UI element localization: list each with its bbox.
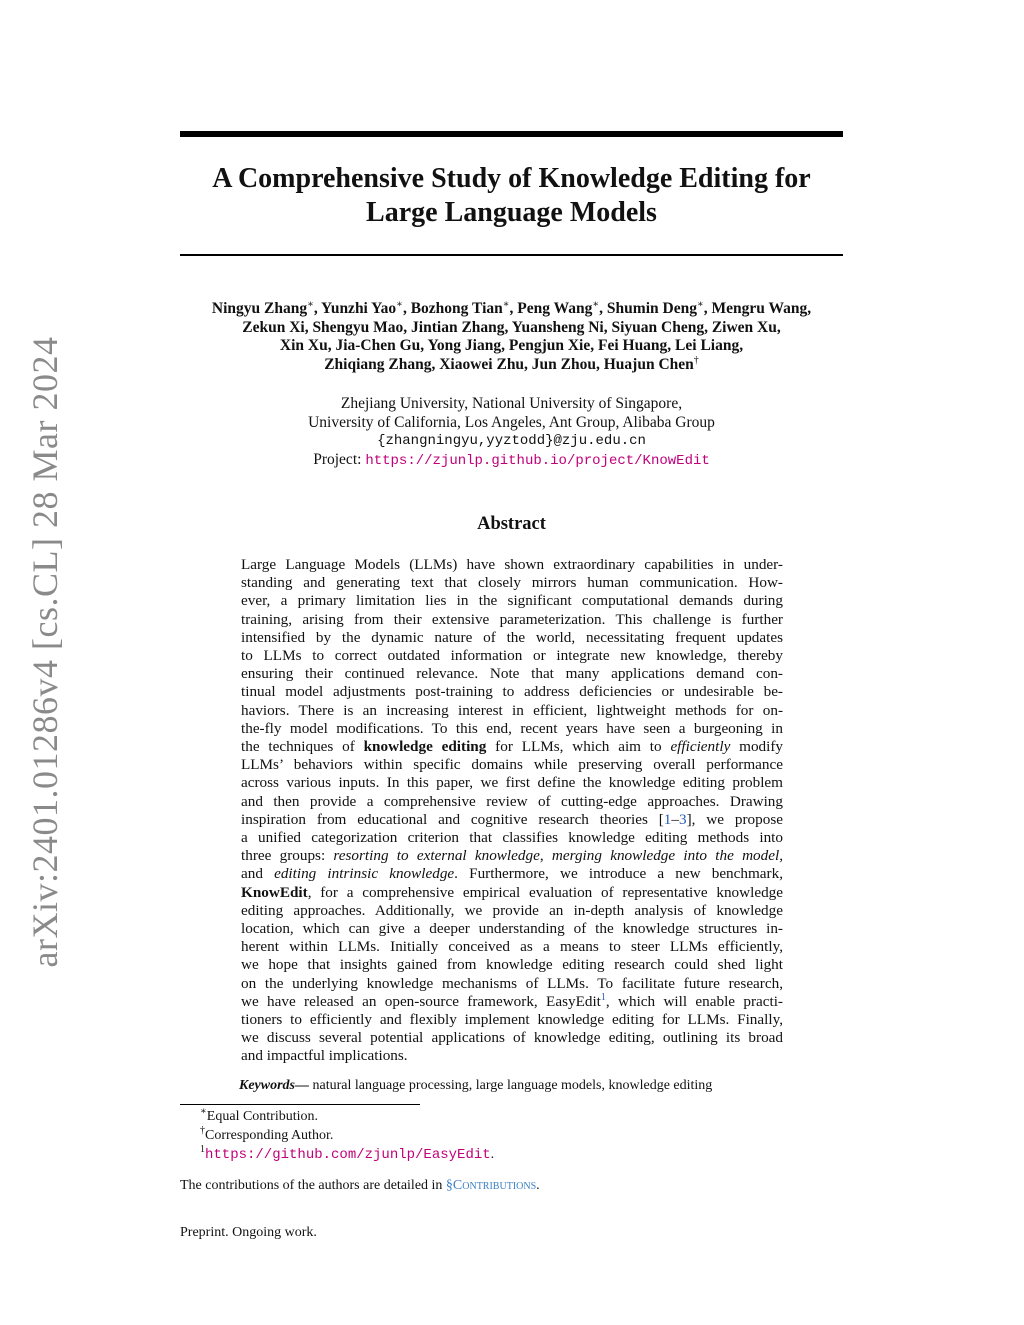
abstract-line: and then provide a comprehensive review of cutting-edge approaches. Drawing: [241, 792, 783, 810]
abstract-text: three groups:: [241, 847, 334, 865]
project-link[interactable]: https://zjunlp.github.io/project/KnowEdit: [365, 452, 710, 469]
abstract-line: [241, 993, 783, 1011]
abstract-text: , for a comprehensive empirical evaluation of representative knowledge: [307, 883, 783, 901]
keywords-text: natural language processing, large language models, knowledge editing: [309, 1078, 713, 1093]
abstract-text: –: [671, 810, 679, 828]
footnote-item: [200, 1145, 494, 1165]
abstract-line: we discuss several potential applications of knowledge editing, outlining its broad: [241, 1029, 783, 1047]
abstract-line: the-fly model modifications. To this end, recent years have seen a burgeoning in: [241, 719, 783, 737]
author-name: , Mengru Wang,: [703, 300, 812, 317]
contributions-text: The contributions of the authors are detailed in: [180, 1178, 446, 1193]
paper-title: [180, 162, 843, 230]
contributions-text: .: [536, 1178, 540, 1193]
abstract-text: for LLMs, which aim to: [486, 738, 671, 756]
project-line: [180, 451, 843, 471]
author-name: , Peng Wang: [509, 300, 593, 317]
abstract-text: ,: [539, 847, 552, 865]
abstract-line: LLMs’ behaviors within specific domains while preserving overall performance: [241, 756, 783, 774]
citation-link[interactable]: 1: [663, 810, 672, 828]
abstract-line: intensified by the dynamic nature of the world, necessitating frequent updates: [241, 628, 783, 646]
footnote-mark: 1: [200, 1144, 205, 1155]
keywords: [239, 1078, 839, 1094]
author-list: [150, 300, 873, 374]
author-line: [150, 356, 873, 375]
abstract-body: [241, 556, 783, 1066]
project-label: Project:: [313, 450, 366, 468]
abstract-text: modify: [730, 738, 784, 756]
bold-term: knowledge editing: [363, 738, 487, 756]
abstract-heading: Abstract: [477, 514, 546, 534]
abstract-line: we hope that insights gained from knowledge editing research could shed light: [241, 956, 783, 974]
abstract-line: on the underlying knowledge mechanisms of LLMs. To facilitate future research,: [241, 974, 783, 992]
preprint-note: Preprint. Ongoing work.: [180, 1225, 317, 1240]
author-name: Zhiqiang Zhang, Xiaowei Zhu, Jun Zhou, Huajun Chen: [324, 355, 694, 373]
abstract-line: [241, 884, 783, 902]
abstract-line: standing and generating text that closely mirrors human communication. How-: [241, 574, 783, 592]
abstract-text: . Furthermore, we introduce a new benchmark,: [454, 865, 783, 883]
abstract-line: [241, 865, 783, 883]
abstract-text: we have released an open-source framework, EasyEdit: [241, 992, 601, 1010]
citation-link[interactable]: 3: [678, 810, 687, 828]
abstract-text: and: [241, 865, 275, 883]
abstract-line: ever, a primary limitation lies in the significant computational demands during: [241, 592, 783, 610]
arxiv-identifier: arXiv:2401.01286v4 [cs.CL] 28 Mar 2024: [25, 336, 65, 968]
footnote-item: [200, 1126, 494, 1145]
author-name: , Shumin Deng: [599, 300, 697, 317]
abstract-text: ], we propose: [686, 810, 783, 828]
abstract-line: editing approaches. Additionally, we provide an in-depth analysis of knowledge: [241, 901, 783, 919]
abstract-text: inspiration from educational and cognitive research theories [: [241, 810, 664, 828]
equal-contribution-mark: ∗: [396, 299, 403, 310]
footnote-rule: [180, 1104, 420, 1105]
affiliation-line: Zhejiang University, National University of Singapore,: [340, 395, 683, 412]
author-line: Zekun Xi, Shengyu Mao, Jintian Zhang, Yuansheng Ni, Siyuan Cheng, Ziwen Xu,: [242, 318, 781, 336]
abstract-line: location, which can give a deeper understanding of the knowledge structures in-: [241, 920, 783, 938]
title-line: A Comprehensive Study of Knowledge Editing for: [212, 163, 811, 194]
equal-contribution-mark: ∗: [502, 299, 510, 310]
abstract-line: [241, 738, 783, 756]
title-top-rule: [180, 131, 843, 137]
footnotes: [200, 1107, 494, 1165]
equal-contribution-mark: ∗: [307, 299, 314, 310]
affiliations: [180, 395, 843, 470]
footnote-item: [200, 1107, 494, 1126]
abstract-line: to LLMs to correct outdated information or integrate new knowledge, thereby: [241, 647, 783, 665]
footnote-text: Corresponding Author.: [205, 1128, 334, 1143]
contributions-note: [180, 1178, 540, 1194]
italic-term: efficiently: [670, 738, 731, 756]
title-bottom-rule: [180, 254, 843, 256]
italic-term: editing intrinsic knowledge: [274, 865, 455, 883]
abstract-text: ,: [779, 847, 783, 865]
abstract-line: tioners to efficiently and flexibly implement knowledge editing for LLMs. Finally,: [241, 1011, 783, 1029]
affiliation-line: University of California, Los Angeles, Ant Group, Alibaba Group: [308, 413, 715, 431]
abstract-line: [241, 811, 783, 829]
easyedit-link[interactable]: https://github.com/zjunlp/EasyEdit: [205, 1147, 491, 1163]
abstract-text: the techniques of: [241, 738, 364, 756]
footnote-ref-link[interactable]: 1: [600, 991, 606, 1003]
abstract-line: tinual model adjustments post-training to address deficiencies or undesirable be-: [241, 683, 783, 701]
equal-contribution-mark: ∗: [696, 299, 704, 310]
title-line: Large Language Models: [366, 197, 657, 228]
author-line: Xin Xu, Jia-Chen Gu, Yong Jiang, Pengjun Xie, Fei Huang, Lei Liang,: [279, 337, 744, 354]
abstract-line: across various inputs. In this paper, we first define the knowledge editing problem: [241, 774, 783, 792]
author-name: , Bozhong Tian: [402, 300, 503, 317]
author-name: Ningyu Zhang: [211, 300, 308, 317]
corresponding-author-mark: †: [693, 354, 699, 366]
email: {zhangningyu,yyztodd}@zju.edu.cn: [377, 433, 646, 449]
footnote-text: Equal Contribution.: [206, 1109, 319, 1124]
italic-term: resorting to external knowledge: [333, 847, 540, 865]
italic-term: merging knowledge into the model: [551, 847, 780, 865]
contributions-section-link[interactable]: §Contributions: [445, 1178, 537, 1193]
abstract-line: training, arising from their extensive parameterization. This challenge is further: [241, 610, 783, 628]
footnote-text: .: [490, 1147, 495, 1162]
abstract-line: herent within LLMs. Initially conceived as a means to steer LLMs efficiently,: [241, 938, 783, 956]
abstract-text: , which will enable practi-: [605, 992, 783, 1010]
bold-term: KnowEdit: [241, 883, 308, 901]
equal-contribution-mark: ∗: [592, 299, 600, 310]
keywords-label: Keywords—: [239, 1078, 309, 1093]
author-name: , Yunzhi Yao: [313, 300, 397, 317]
abstract-line: Large Language Models (LLMs) have shown extraordinary capabilities in under-: [241, 556, 783, 573]
abstract-line: ensuring their continued relevance. Note that many applications demand con-: [241, 665, 783, 683]
abstract-line: [241, 847, 783, 865]
footnote-mark: ∗: [200, 1106, 207, 1117]
abstract-line: and impactful implications.: [241, 1047, 408, 1065]
footnote-mark: †: [200, 1125, 205, 1136]
abstract-line: a unified categorization criterion that classifies knowledge editing methods into: [241, 829, 783, 847]
author-line: [150, 300, 873, 319]
abstract-line: haviors. There is an increasing interest in efficient, lightweight methods for on-: [241, 701, 783, 719]
